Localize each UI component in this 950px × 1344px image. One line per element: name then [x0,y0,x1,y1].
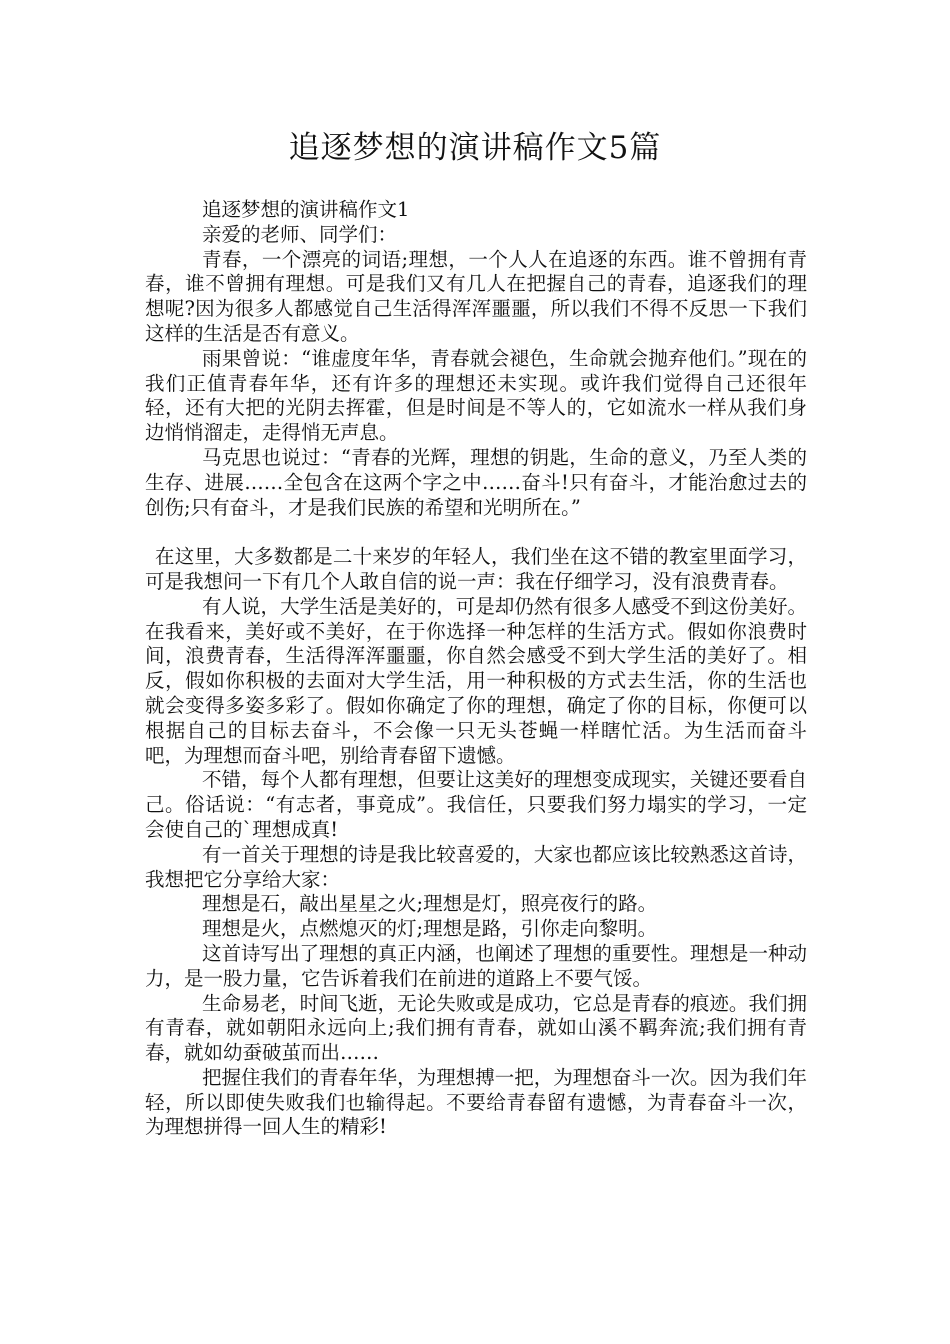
poem-line-1: 理想是石，敲出星星之火;理想是灯，照亮夜行的路。 [202,892,658,916]
paragraph-1: 青春，一个漂亮的词语;理想，一个人人在追逐的东西。谁不曾拥有青春，谁不曾拥有理想。可是我们又有几人在把握自己的青春，追逐我们的理想呢?因为很多人都感觉自己生活得浑浑噩噩，所以我们不得不反思一下我们这样的生活是否有意义。 [145,247,807,345]
paragraph-7: 有一首关于理想的诗是我比较喜爱的，大家也都应该比较熟悉这首诗，我想把它分享给大家： [145,842,807,891]
paragraph-gap [145,520,807,545]
paragraph-2: 雨果曾说：“谁虚度年华，青春就会褪色，生命就会抛弃他们。”现在的我们正值青春年华，还有许多的理想还未实现。或许我们觉得自己还很年轻，还有大把的光阴去挥霍，但是时间是不等人的，它如流水一样从我们身边悄悄溜走，走得悄无声息。 [145,346,807,445]
paragraph-8: 这首诗写出了理想的真正内涵，也阐述了理想的重要性。理想是一种动力，是一股力量，它告诉着我们在前进的道路上不要气馁。 [145,941,807,990]
greeting: 亲爱的老师、同学们： [202,222,398,246]
paragraph-5: 有人说，大学生活是美好的，可是却仍然有很多人感受不到这份美好。在我看来，美好或不美好，在于你选择一种怎样的生活方式。假如你浪费时间，浪费青春，生活得浑浑噩噩，你自然会感受不到大学生活的美好了。相反，假如你积极的去面对大学生活，用一种积极的方式去生活，你的生活也就会变得多姿多彩了。假如你确定了你的理想，确定了你的目标，你便可以根据自己的目标去奋斗，不会像一只无头苍蝇一样瞎忙活。为生活而奋斗吧，为理想而奋斗吧，别给青春留下遗憾。 [145,594,807,767]
section-heading: 追逐梦想的演讲稿作文1 [202,198,410,221]
document-title: 追逐梦想的演讲稿作文5篇 [288,130,662,166]
poem-line-2: 理想是火，点燃熄灭的灯;理想是路，引你走向黎明。 [202,917,658,941]
paragraph-10: 把握住我们的青春年华，为理想搏一把，为理想奋斗一次。因为我们年轻，所以即使失败我们也输得起。不要给青春留有遗憾，为青春奋斗一次，为理想拼得一回人生的精彩! [145,1065,807,1139]
document-body [145,198,807,1140]
paragraph-6: 不错，每个人都有理想，但要让这美好的理想变成现实，关键还要看自己。俗话说：“有志者，事竟成”。我信任，只要我们努力塌实的学习，一定会使自己的`理想成真! [145,768,807,841]
paragraph-9: 生命易老，时间飞逝，无论失败或是成功，它总是青春的痕迹。我们拥有青春，就如朝阳永远向上;我们拥有青春，就如山溪不羁奔流;我们拥有青春，就如幼蚕破茧而出…… [145,991,807,1065]
paragraph-4: 在这里，大多数都是二十来岁的年轻人，我们坐在这不错的教室里面学习，可是我想问一下有几个人敢自信的说一声：我在仔细学习，没有浪费青春。 [145,545,807,593]
paragraph-3: 马克思也说过：“青春的光辉，理想的钥匙，生命的意义，乃至人类的生存、进展……全包含在这两个字之中……奋斗!只有奋斗，才能治愈过去的创伤;只有奋斗，才是我们民族的希望和光明所在。” [145,445,807,519]
